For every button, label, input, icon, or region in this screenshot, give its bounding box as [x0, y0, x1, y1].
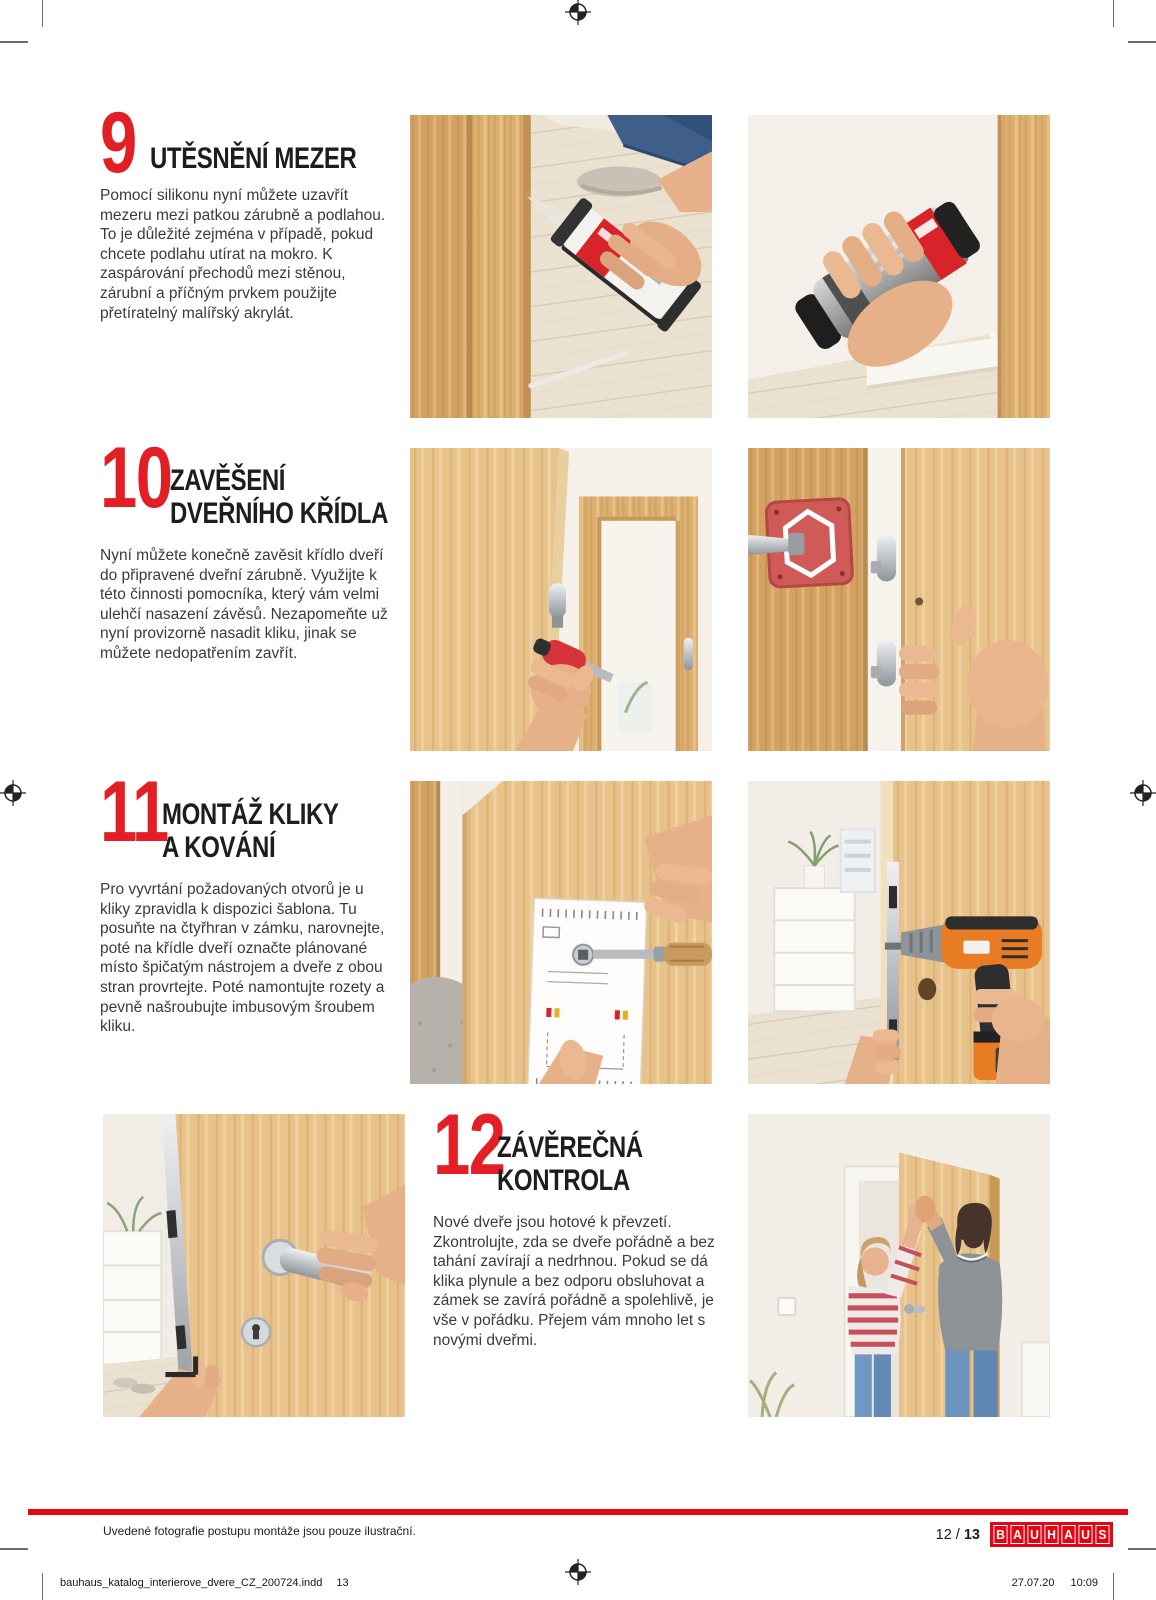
- print-slug-line: [0, 1570, 1156, 1600]
- print-datetime-group: [1012, 1577, 1098, 1589]
- step-10-text: Nyní můžete konečně zavěsit křídlo dveří do připravené dveřní zárubně. Využijte k této činnosti pomocníka, který vám velmi ulehčí nasazení závěsů. Nezapomeňte už nyní provizorně nasadit kliku, jinak se můžete nedopatřením zavřít.: [100, 547, 388, 662]
- step-title: ZAVĚŠENÍ DVEŘNÍHO KŘÍDLA: [170, 464, 389, 530]
- page-number: 12 / 13: [935, 1526, 980, 1543]
- crop-mark-right-bottom: [1128, 1548, 1156, 1550]
- step-number: 9: [100, 95, 136, 191]
- step-10-block: [100, 430, 400, 664]
- step-11-text: Pro vyvrtání požadovaných otvorů je u kliky zpravidla k dispozici šablona. Tu posuňte na čtyřhran v zámku, narovnejte, poté na křídle dveří označte plánované místo špičatým nástrojem a dveře z obou stran provrtejte. Poté namontujte rozety a pevně našroubujte imbusovým šroubem kliku.: [100, 881, 385, 1036]
- crop-mark-top-left: [42, 0, 43, 27]
- bauhaus-logo-letter: H: [1044, 1525, 1058, 1544]
- footer-right-group: [936, 1522, 1113, 1547]
- step-title: ZÁVĚREČNÁ KONTROLA: [497, 1131, 643, 1197]
- crop-mark-left-bottom: [0, 1548, 28, 1550]
- step-11-heading: [100, 764, 400, 864]
- step-number: 11: [100, 764, 168, 860]
- registration-mark-icon: [0, 780, 26, 806]
- footer-disclaimer: Uvedené fotografie postupu montáže jsou pouze ilustrační.: [103, 1524, 416, 1538]
- bauhaus-logo-letter: A: [1061, 1525, 1075, 1544]
- step-title: UTĚSNĚNÍ MEZER: [150, 142, 357, 175]
- photo-step9-silicone-frame-gap: [410, 115, 712, 418]
- bauhaus-logo-letter: B: [993, 1525, 1007, 1544]
- crop-mark-left-top: [0, 41, 28, 43]
- registration-mark-icon: [1130, 780, 1156, 806]
- print-sheet-number: 13: [336, 1577, 349, 1589]
- step-title: MONTÁŽ KLIKY A KOVÁNÍ: [162, 798, 339, 864]
- bauhaus-logo-letter: U: [1078, 1525, 1092, 1544]
- bauhaus-logo-letter: S: [1095, 1525, 1109, 1544]
- bauhaus-logo: [990, 1522, 1113, 1547]
- step-9-text: Pomocí silikonu nyní můžete uzavřít mezeru mezi patkou zárubně a podlahou. To je důležité zejména v případě, pokud chcete podlahu utírat na mokro. K zaspárování přechodů mezi stěnou, zárubní a příčným prvkem použijte přetíratelný malířský akrylát.: [100, 187, 386, 322]
- step-12-heading: [433, 1097, 723, 1197]
- bauhaus-logo-letter: A: [1010, 1525, 1024, 1544]
- print-time: 10:09: [1070, 1577, 1098, 1589]
- print-filename: bauhaus_katalog_interierove_dvere_CZ_200724.indd: [60, 1577, 323, 1589]
- bauhaus-logo-letter: U: [1027, 1525, 1041, 1544]
- step-12-text: Nové dveře jsou hotové k převzetí. Zkontrolujte, zda se dveře pořádně a bez tahání zavírají a nedrhnou. Pokud se dá klika plynule a bez odporu obsluhovat a zámek se zavírá pořádně a spolehlivě, je vše v pořádku. Přejem vám mnoho let s novými dveřmi.: [433, 1214, 715, 1349]
- photo-step11-cordless-drill: [748, 781, 1050, 1084]
- footer-red-rule: [28, 1509, 1128, 1515]
- photo-step12-couple-high-five: [748, 1114, 1050, 1417]
- step-number: 12: [433, 1097, 505, 1193]
- step-12-block: [433, 1097, 723, 1350]
- print-filename-group: [60, 1577, 349, 1589]
- print-date: 27.07.20: [1011, 1577, 1055, 1589]
- step-11-block: [100, 764, 400, 1037]
- step-10-heading: [100, 430, 400, 530]
- registration-mark-icon: [565, 0, 591, 25]
- crop-mark-top-right: [1113, 0, 1114, 27]
- crop-mark-right-top: [1128, 41, 1156, 43]
- step-number: 10: [100, 430, 172, 526]
- step-9-block: [100, 95, 400, 323]
- photo-step10-hanging-door-leaf: [748, 448, 1050, 751]
- photo-step10-hinge-pin-screwdriver: [410, 448, 712, 751]
- photo-step11-drilling-template: [410, 781, 712, 1084]
- photo-step12-handle-lock-check: [103, 1114, 405, 1417]
- photo-step9-acrylic-wall-joint: [748, 115, 1050, 418]
- step-9-heading: [100, 95, 400, 191]
